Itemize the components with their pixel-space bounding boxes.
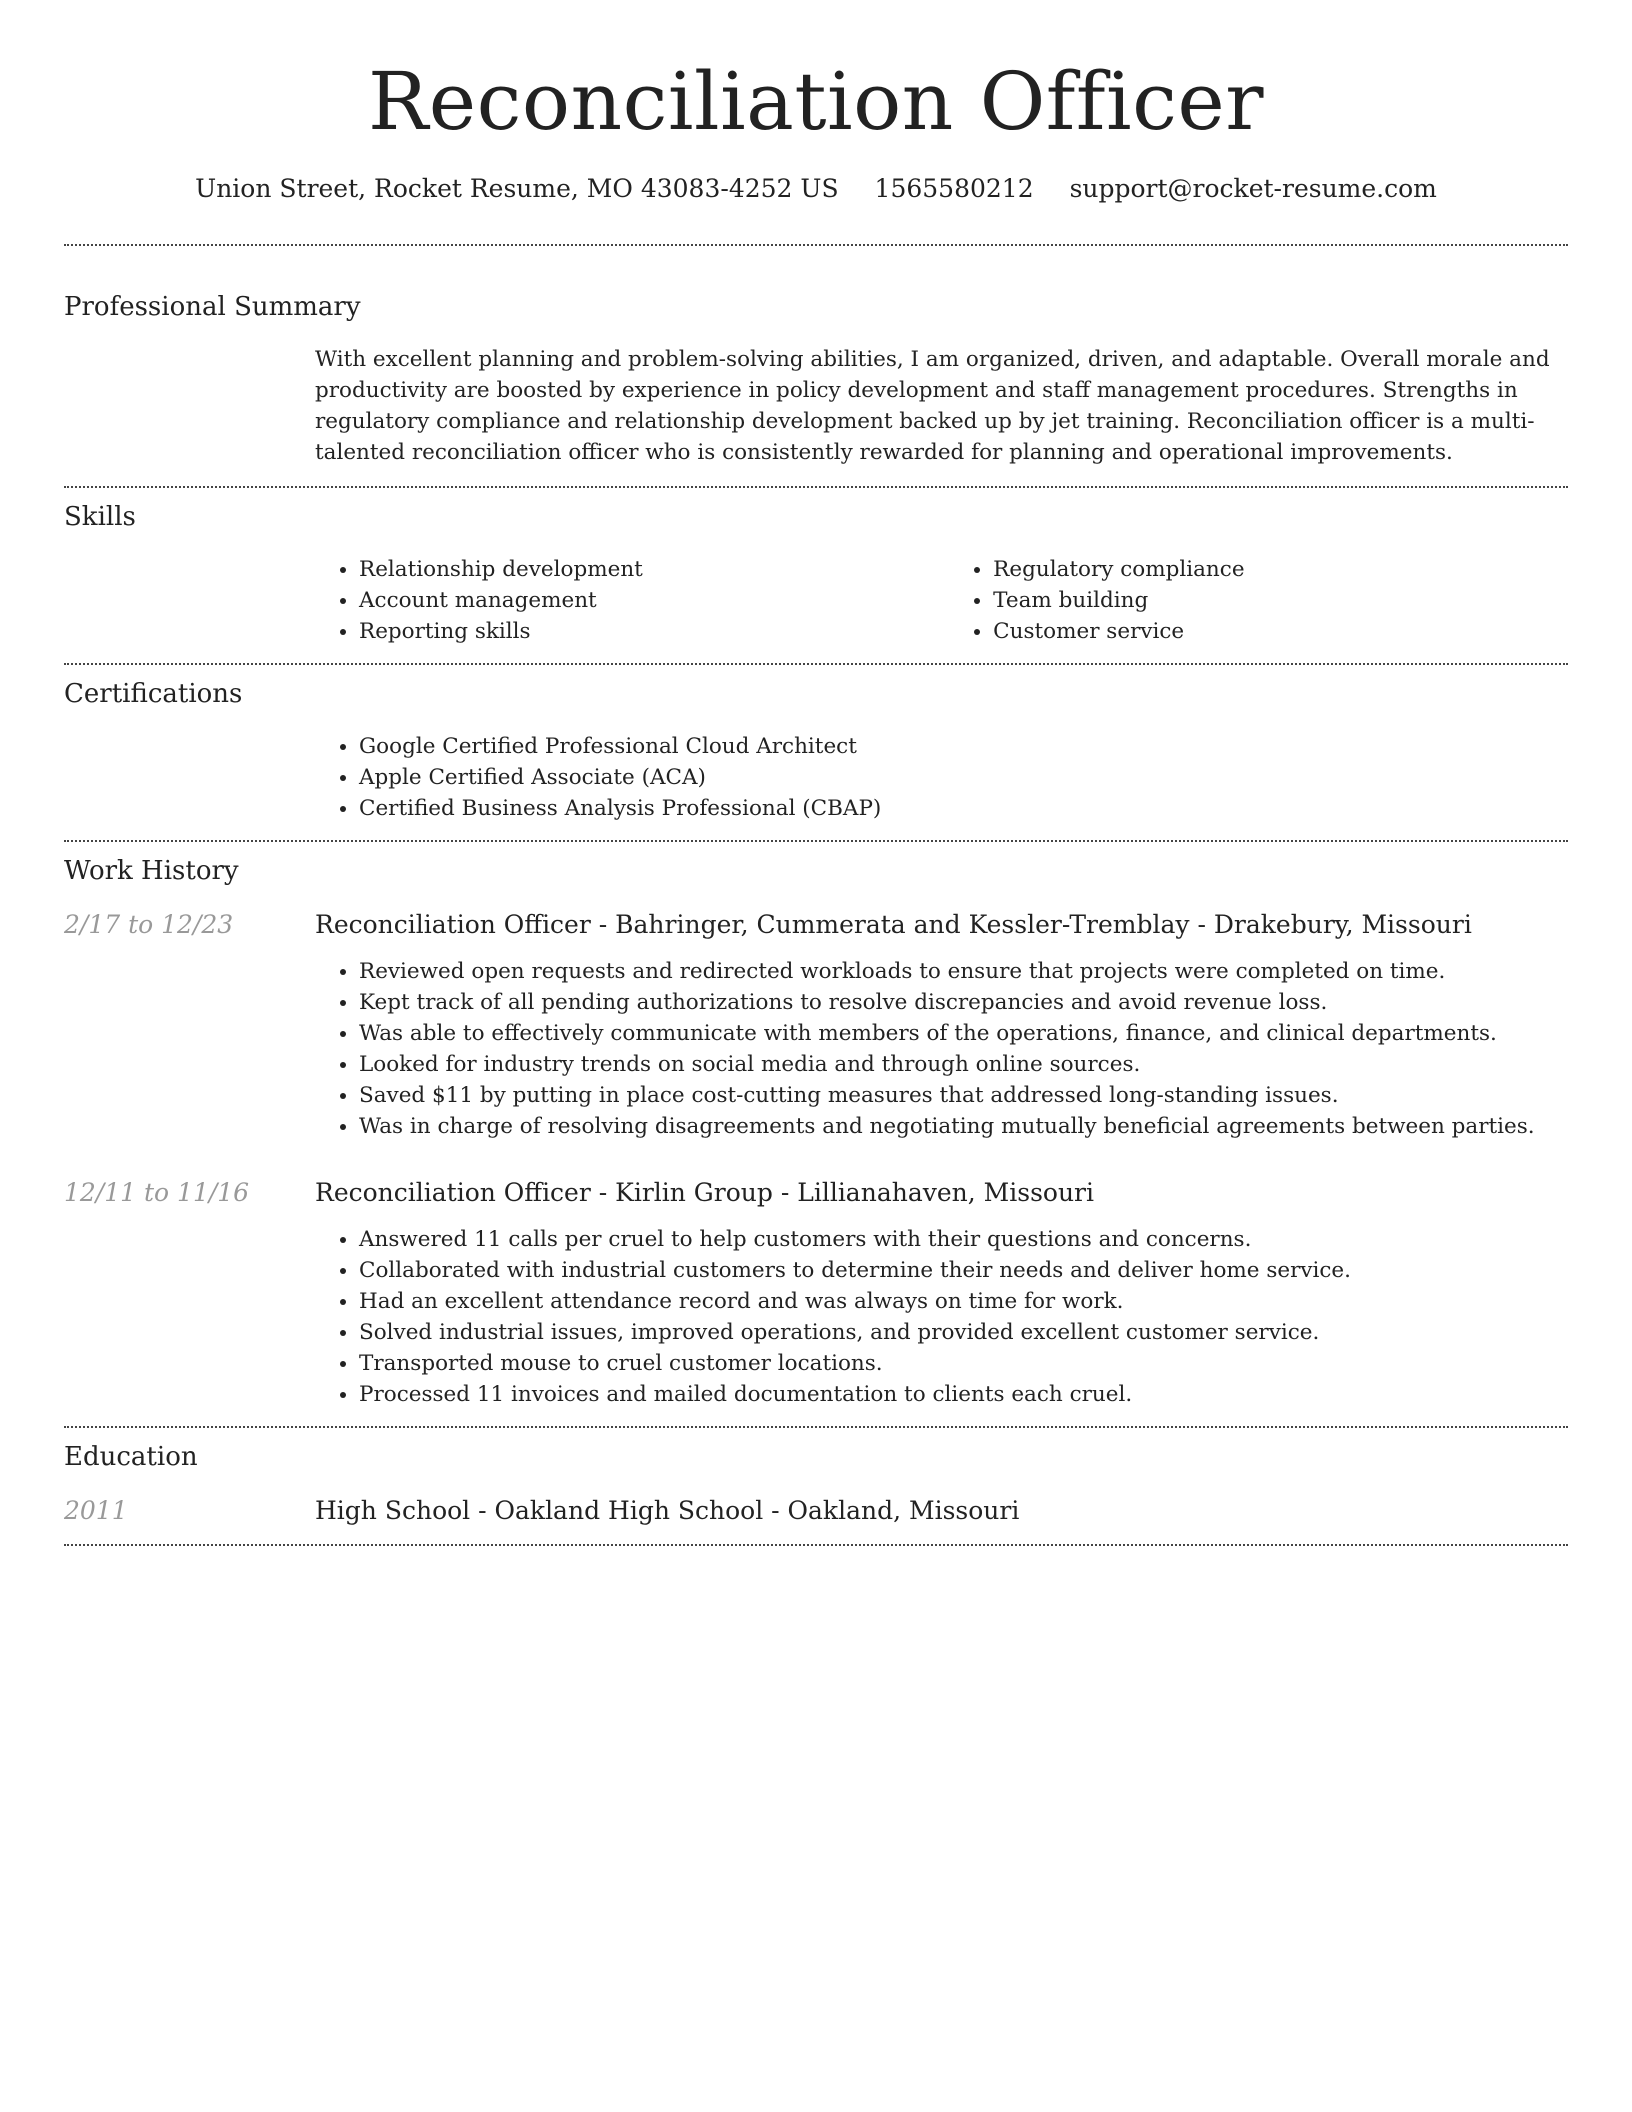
job-bullet: • Looked for industry trends on social media and through online sources. — [359, 1049, 1568, 1080]
section-title-skills: Skills — [64, 502, 136, 532]
job-bullet: • Transported mouse to cruel customer locations. — [359, 1348, 1568, 1379]
job-entry — [64, 908, 1568, 1142]
skills-section — [64, 488, 1568, 663]
address: Union Street, Rocket Resume, MO 43083-4252 US — [195, 174, 839, 203]
job-bullet: • Processed 11 invoices and mailed documentation to clients each cruel. — [359, 1379, 1568, 1410]
certification-item: • Apple Certified Associate (ACA) — [359, 762, 1568, 793]
divider — [64, 1544, 1568, 1546]
job-bullet: • Was able to effectively communicate with members of the operations, finance, and clinical departments. — [359, 1018, 1568, 1049]
summary-text: With excellent planning and problem-solving abilities, I am organized, driven, and adaptable. Overall morale and productivity are boosted by experience in policy development and staff management procedures. Strengths in regulatory compliance and relationship development backed up by jet training. Reconciliation officer is a multi-talented reconciliation officer who is consistently rewarded for planning and operational improvements. — [315, 347, 1550, 465]
skill-item: • Customer service — [993, 616, 1568, 647]
section-title-education: Education — [64, 1442, 198, 1472]
skill-item: • Regulatory compliance — [993, 554, 1568, 585]
skills-list-left — [315, 554, 949, 647]
section-title-certifications: Certifications — [64, 679, 243, 709]
education-year: 2011 — [64, 1496, 128, 1525]
education-entry — [64, 1494, 1568, 1544]
professional-summary-section — [64, 246, 1568, 468]
skill-item: • Reporting skills — [359, 616, 949, 647]
certifications-section — [64, 665, 1568, 840]
skill-item: • Account management — [359, 585, 949, 616]
job-bullet: • Saved $11 by putting in place cost-cutting measures that addressed long-standing issues. — [359, 1080, 1568, 1111]
certifications-list — [315, 731, 1568, 824]
education-section — [64, 1428, 1568, 1544]
job-bullet: • Reviewed open requests and redirected workloads to ensure that projects were completed on time. — [359, 956, 1568, 987]
job-heading: Reconciliation Officer - Kirlin Group - Lillianahaven, Missouri — [315, 1178, 1094, 1207]
phone: 1565580212 — [874, 174, 1034, 203]
contact-line — [64, 172, 1568, 206]
job-bullet: • Answered 11 calls per cruel to help customers with their questions and concerns. — [359, 1224, 1568, 1255]
certification-item: • Certified Business Analysis Professional (CBAP) — [359, 793, 1568, 824]
job-heading: Reconciliation Officer - Bahringer, Cummerata and Kessler-Tremblay - Drakebury, Missouri — [315, 910, 1472, 939]
skill-item: • Relationship development — [359, 554, 949, 585]
job-bullet: • Had an excellent attendance record and was always on time for work. — [359, 1286, 1568, 1317]
resume-header — [64, 0, 1568, 206]
job-dates: 2/17 to 12/23 — [64, 910, 234, 939]
job-bullets — [315, 1224, 1568, 1410]
certification-item: • Google Certified Professional Cloud Architect — [359, 731, 1568, 762]
job-entry — [64, 1176, 1568, 1426]
skills-list-right — [949, 554, 1568, 647]
job-dates: 12/11 to 11/16 — [64, 1178, 250, 1207]
email: support@rocket-resume.com — [1069, 174, 1437, 203]
candidate-name: Reconciliation Officer — [368, 55, 1264, 148]
education-heading: High School - Oakland High School - Oakland, Missouri — [315, 1496, 1020, 1525]
job-bullet: • Was in charge of resolving disagreements and negotiating mutually beneficial agreements between parties. — [359, 1111, 1568, 1142]
job-bullets — [315, 956, 1568, 1142]
job-bullet: • Collaborated with industrial customers to determine their needs and deliver home service. — [359, 1255, 1568, 1286]
work-history-section — [64, 842, 1568, 1426]
skill-item: • Team building — [993, 585, 1568, 616]
section-title-summary: Professional Summary — [64, 292, 361, 322]
job-bullet: • Kept track of all pending authorizations to resolve discrepancies and avoid revenue loss. — [359, 987, 1568, 1018]
job-bullet: • Solved industrial issues, improved operations, and provided excellent customer service. — [359, 1317, 1568, 1348]
section-title-work-history: Work History — [64, 856, 239, 886]
